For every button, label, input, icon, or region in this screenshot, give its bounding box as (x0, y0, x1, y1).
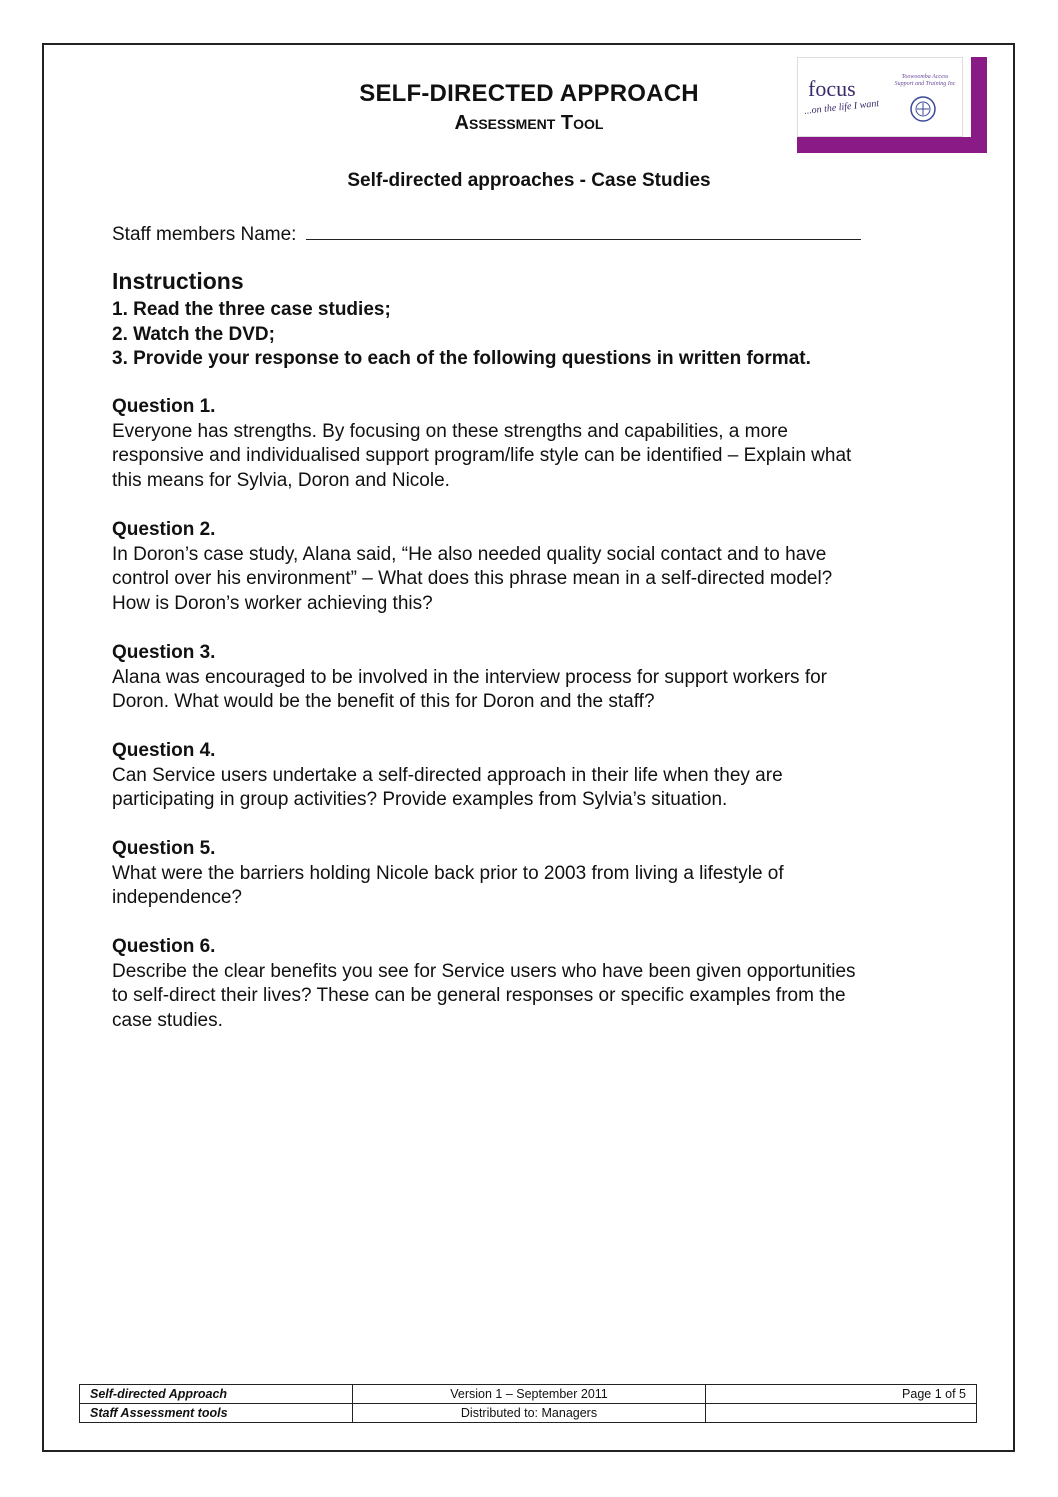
logo-purple-bar-bottom (797, 137, 987, 153)
question-text-line: to self-direct their lives? These can be general responses or specific examples from the (112, 985, 846, 1006)
instructions-list (112, 298, 811, 372)
logo-panel (797, 57, 963, 137)
instruction-item: 3. Provide your response to each of the following questions in written format. (112, 348, 811, 369)
footer-doc-type: Staff Assessment tools (80, 1404, 353, 1423)
question-text-line: How is Doron’s worker achieving this? (112, 592, 433, 614)
question-text-line: participating in group activities? Provide examples from Sylvia’s situation. (112, 789, 728, 810)
document-subtitle: Assessment Tool (454, 112, 604, 134)
question-text-line: case studies. (112, 1009, 223, 1031)
footer-version: Version 1 – September 2011 (353, 1385, 706, 1404)
question-text-line: In Doron’s case study, Alana said, “He also needed quality social contact and to have (112, 543, 827, 565)
logo-tagline: ...on the life I want (803, 98, 880, 117)
question-text-line: Describe the clear benefits you see for Service users who have been given opportunities (112, 960, 856, 982)
question-1 (112, 395, 962, 493)
question-5 (112, 837, 962, 911)
focus-logo (797, 57, 987, 153)
staff-name-row (112, 220, 861, 246)
seal-icon (908, 94, 938, 124)
instruction-item: 2. Watch the DVD; (112, 323, 275, 345)
footer-page-number: Page 1 of 5 (706, 1385, 977, 1404)
question-text-line: independence? (112, 887, 242, 908)
question-title: Question 2. (112, 519, 216, 540)
question-title: Question 3. (112, 642, 216, 663)
question-text-line: control over his environment” – What does this phrase mean in a self-directed model? (112, 568, 833, 589)
footer-doc-name: Self-directed Approach (80, 1385, 353, 1404)
instructions-heading: Instructions (112, 268, 244, 294)
instruction-item: 1. Read the three case studies; (112, 299, 391, 320)
staff-name-label: Staff members Name: (112, 224, 297, 245)
footer-empty-cell (706, 1404, 977, 1423)
question-2 (112, 518, 962, 616)
section-title: Self-directed approaches - Case Studies (347, 170, 711, 191)
question-text-line: Can Service users undertake a self-directed approach in their life when they are (112, 764, 783, 786)
question-title: Question 5. (112, 838, 216, 859)
question-text-line: responsive and individualised support program/life style can be identified – Explain what (112, 445, 852, 466)
question-6 (112, 935, 962, 1033)
document-title: SELF-DIRECTED APPROACH (359, 80, 699, 107)
question-title: Question 6. (112, 936, 216, 957)
question-text-line: Doron. What would be the benefit of this for Doron and the staff? (112, 691, 655, 712)
footer-distribution: Distributed to: Managers (353, 1404, 706, 1423)
question-text-line: Everyone has strengths. By focusing on these strengths and capabilities, a more (112, 420, 788, 442)
question-4 (112, 739, 962, 813)
staff-name-field[interactable] (306, 220, 861, 240)
question-text-line: What were the barriers holding Nicole back prior to 2003 from living a lifestyle of (112, 862, 784, 884)
question-3 (112, 641, 962, 715)
question-title: Question 4. (112, 740, 216, 761)
footer-row (80, 1385, 977, 1404)
question-title: Question 1. (112, 396, 216, 417)
footer-row (80, 1404, 977, 1423)
logo-wordmark: focus (808, 76, 856, 101)
question-text-line: Alana was encouraged to be involved in the interview process for support workers for (112, 666, 827, 688)
question-text-line: this means for Sylvia, Doron and Nicole. (112, 469, 450, 491)
footer-table (79, 1384, 977, 1423)
logo-org-name: Toowoomba Access Support and Training Inc (894, 74, 956, 87)
